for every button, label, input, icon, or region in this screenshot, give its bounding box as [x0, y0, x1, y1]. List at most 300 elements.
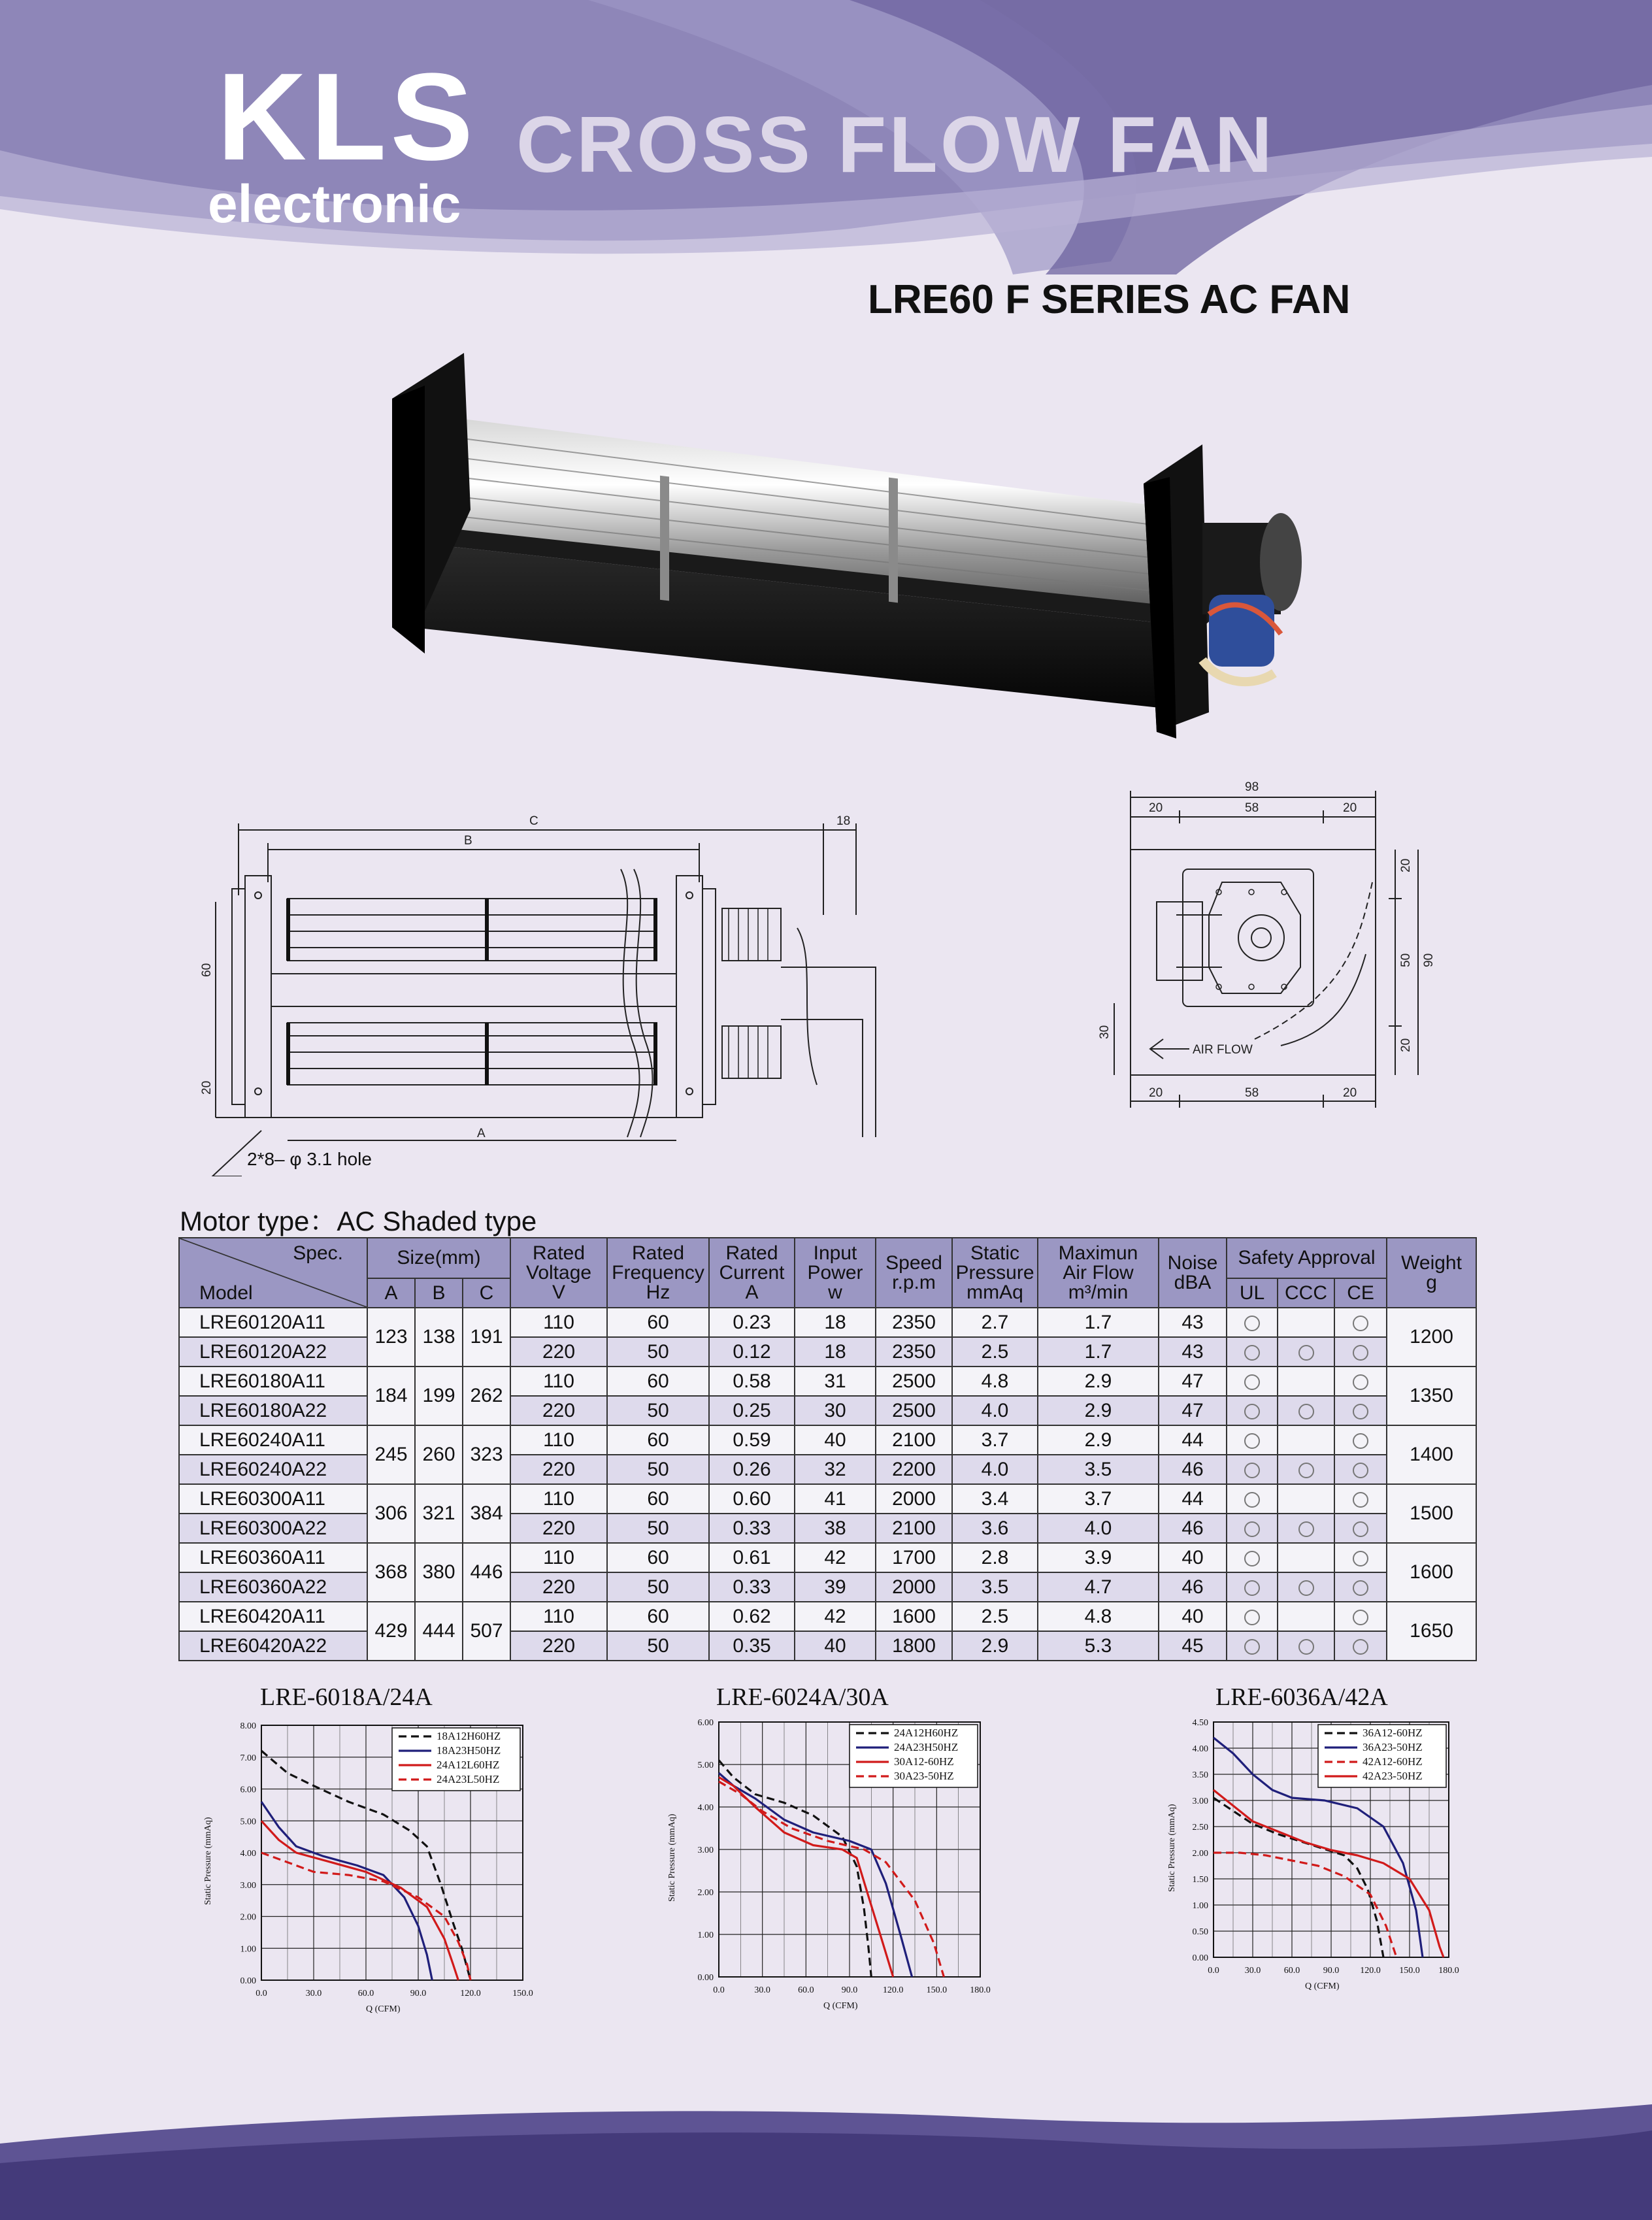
ul-approval-icon	[1244, 1551, 1260, 1566]
ccc-cell	[1278, 1337, 1334, 1367]
ccc-cell	[1278, 1631, 1334, 1661]
y-tick-label: 3.00	[240, 1880, 256, 1891]
airflow-cell: 1.7	[1038, 1337, 1159, 1367]
model-cell: LRE60420A22	[179, 1631, 367, 1661]
voltage-cell: 220	[510, 1514, 607, 1543]
ccc-cell	[1278, 1602, 1334, 1631]
size-a-cell: 429	[367, 1602, 415, 1661]
current-cell: 0.58	[709, 1367, 795, 1396]
speed-cell: 1800	[876, 1631, 952, 1661]
power-cell: 39	[795, 1572, 876, 1602]
pq-curve-chart-6036	[1160, 1709, 1461, 2006]
legend-label: 42A23-50HZ	[1363, 1770, 1423, 1782]
airflow-cell: 4.8	[1038, 1602, 1159, 1631]
speed-cell: 2100	[876, 1514, 952, 1543]
y-tick-label: 1.00	[240, 1944, 256, 1955]
dim-top-20b-label: 20	[1343, 801, 1357, 815]
current-cell: 0.35	[709, 1631, 795, 1661]
frequency-cell: 60	[607, 1543, 709, 1572]
ce-cell	[1334, 1425, 1387, 1455]
y-tick-label: 1.00	[1192, 1901, 1208, 1911]
ce-approval-icon	[1353, 1345, 1368, 1361]
ce-cell	[1334, 1396, 1387, 1425]
legend-label: 42A12-60HZ	[1363, 1755, 1423, 1768]
pressure-cell: 3.7	[952, 1425, 1038, 1455]
safety-approval-header: Safety Approval	[1227, 1238, 1387, 1278]
ul-approval-icon	[1244, 1580, 1260, 1596]
weight-cell: 1400	[1387, 1425, 1476, 1484]
noise-cell: 43	[1159, 1337, 1227, 1367]
frequency-cell: 60	[607, 1484, 709, 1514]
size-b-cell: 380	[415, 1543, 463, 1602]
noise-cell: 40	[1159, 1543, 1227, 1572]
airflow-cell: 2.9	[1038, 1396, 1159, 1425]
size-a-cell: 184	[367, 1367, 415, 1425]
power-cell: 40	[795, 1425, 876, 1455]
voltage-cell: 220	[510, 1631, 607, 1661]
ccc-cell	[1278, 1572, 1334, 1602]
x-tick-label: 180.0	[1438, 1966, 1459, 1976]
x-tick-label: 150.0	[512, 1989, 533, 1998]
legend-label: 30A23-50HZ	[894, 1770, 954, 1782]
power-cell: 42	[795, 1602, 876, 1631]
ccc-cell	[1278, 1367, 1334, 1396]
y-tick-label: 2.00	[697, 1888, 714, 1898]
y-tick-label: 6.00	[697, 1718, 714, 1728]
x-tick-label: 150.0	[1399, 1966, 1420, 1976]
ce-cell	[1334, 1367, 1387, 1396]
ul-cell	[1227, 1543, 1278, 1572]
frequency-cell: 60	[607, 1602, 709, 1631]
banner-title: CROSS FLOW FAN	[516, 100, 1275, 189]
power-cell: 31	[795, 1367, 876, 1396]
ul-approval-icon	[1244, 1433, 1260, 1449]
hole-label: 2*8– φ 3.1 hole	[247, 1149, 372, 1169]
legend-label: 24A23L50HZ	[437, 1773, 500, 1785]
y-tick-label: 8.00	[240, 1721, 256, 1731]
dim-right-50-label: 50	[1399, 953, 1413, 967]
pressure-cell: 2.5	[952, 1337, 1038, 1367]
x-axis-label: Q (CFM)	[366, 2004, 401, 2014]
y-tick-label: 6.00	[240, 1785, 256, 1795]
x-tick-label: 30.0	[305, 1989, 322, 1998]
x-tick-label: 120.0	[460, 1989, 481, 1998]
ul-approval-icon	[1244, 1404, 1260, 1419]
ce-cell	[1334, 1308, 1387, 1337]
size-b-cell: 260	[415, 1425, 463, 1484]
pressure-cell: 2.9	[952, 1631, 1038, 1661]
speed-cell: 2350	[876, 1337, 952, 1367]
brand-subtitle: electronic	[208, 174, 461, 234]
noise-cell: 47	[1159, 1396, 1227, 1425]
voltage-cell: 220	[510, 1572, 607, 1602]
fan-product-image	[353, 346, 1333, 752]
ccc-approval-icon	[1298, 1404, 1314, 1419]
pressure-cell: 2.8	[952, 1543, 1038, 1572]
x-tick-label: 120.0	[1360, 1966, 1381, 1976]
ul-approval-icon	[1244, 1345, 1260, 1361]
x-tick-label: 90.0	[410, 1989, 427, 1998]
legend-label: 18A23H50HZ	[437, 1744, 501, 1757]
speed-cell: 2200	[876, 1455, 952, 1484]
airflow-cell: 3.7	[1038, 1484, 1159, 1514]
ce-approval-icon	[1353, 1639, 1368, 1655]
y-tick-label: 1.00	[697, 1930, 714, 1940]
legend-label: 24A23H50HZ	[894, 1741, 959, 1753]
ul-cell	[1227, 1425, 1278, 1455]
ul-cell	[1227, 1396, 1278, 1425]
ccc-cell	[1278, 1484, 1334, 1514]
ce-header: CE	[1334, 1278, 1387, 1308]
ul-header: UL	[1227, 1278, 1278, 1308]
brand-logo: KLS	[217, 48, 477, 186]
ccc-cell	[1278, 1425, 1334, 1455]
table-row	[179, 1308, 1476, 1337]
x-tick-label: 60.0	[357, 1989, 374, 1998]
y-tick-label: 7.00	[240, 1753, 256, 1763]
voltage-cell: 110	[510, 1602, 607, 1631]
ccc-cell	[1278, 1396, 1334, 1425]
ul-approval-icon	[1244, 1463, 1260, 1478]
ul-cell	[1227, 1455, 1278, 1484]
power-cell: 18	[795, 1337, 876, 1367]
current-cell: 0.61	[709, 1543, 795, 1572]
legend-label: 18A12H60HZ	[437, 1730, 501, 1742]
current-cell: 0.12	[709, 1337, 795, 1367]
ul-approval-icon	[1244, 1639, 1260, 1655]
x-tick-label: 90.0	[841, 1985, 858, 1995]
ccc-approval-icon	[1298, 1580, 1314, 1596]
size-c-cell: 446	[463, 1543, 510, 1602]
voltage-cell: 220	[510, 1396, 607, 1425]
ul-approval-icon	[1244, 1492, 1260, 1508]
speed-cell: 1700	[876, 1543, 952, 1572]
spec-header-label: Spec.	[293, 1242, 343, 1264]
rated-frequency-header: Rated Frequency Hz	[607, 1238, 709, 1308]
table-row	[179, 1425, 1476, 1455]
x-tick-label: 180.0	[970, 1985, 991, 1995]
weight-header: Weight g	[1387, 1238, 1476, 1308]
weight-cell: 1350	[1387, 1367, 1476, 1425]
weight-cell: 1600	[1387, 1543, 1476, 1602]
frequency-cell: 60	[607, 1425, 709, 1455]
ce-approval-icon	[1353, 1433, 1368, 1449]
ccc-approval-icon	[1298, 1521, 1314, 1537]
ce-cell	[1334, 1455, 1387, 1484]
dim-top-58-label: 58	[1245, 801, 1259, 815]
pq-curve-chart-6024	[660, 1709, 1013, 2023]
current-cell: 0.33	[709, 1514, 795, 1543]
pressure-cell: 3.6	[952, 1514, 1038, 1543]
y-axis-label: Static Pressure (mmAq)	[203, 1817, 213, 1905]
spec-table	[178, 1237, 1477, 1661]
x-tick-label: 30.0	[1244, 1966, 1261, 1976]
x-tick-label: 0.0	[1208, 1966, 1219, 1976]
x-tick-label: 90.0	[1323, 1966, 1340, 1976]
noise-cell: 40	[1159, 1602, 1227, 1631]
size-a-cell: 245	[367, 1425, 415, 1484]
y-tick-label: 1.50	[1192, 1875, 1208, 1885]
ce-cell	[1334, 1631, 1387, 1661]
size-b-cell: 444	[415, 1602, 463, 1661]
power-cell: 40	[795, 1631, 876, 1661]
ul-cell	[1227, 1602, 1278, 1631]
ul-approval-icon	[1244, 1316, 1260, 1331]
y-tick-label: 3.00	[1192, 1797, 1208, 1806]
pressure-cell: 2.7	[952, 1308, 1038, 1337]
y-tick-label: 2.50	[1192, 1823, 1208, 1832]
ul-cell	[1227, 1631, 1278, 1661]
frequency-cell: 50	[607, 1455, 709, 1484]
table-row	[179, 1602, 1476, 1631]
input-power-header: Input Power w	[795, 1238, 876, 1308]
y-tick-label: 5.00	[240, 1817, 256, 1827]
model-cell: LRE60240A22	[179, 1455, 367, 1484]
front-dimension-drawing	[190, 810, 941, 1176]
ccc-cell	[1278, 1543, 1334, 1572]
x-axis-label: Q (CFM)	[1305, 1981, 1340, 1991]
frequency-cell: 50	[607, 1337, 709, 1367]
y-axis-label: Static Pressure (mmAq)	[1167, 1804, 1177, 1892]
ccc-approval-icon	[1298, 1463, 1314, 1478]
dim-18-label: 18	[836, 814, 851, 828]
current-cell: 0.33	[709, 1572, 795, 1602]
current-cell: 0.59	[709, 1425, 795, 1455]
noise-cell: 45	[1159, 1631, 1227, 1661]
ul-cell	[1227, 1367, 1278, 1396]
voltage-cell: 220	[510, 1337, 607, 1367]
ce-approval-icon	[1353, 1374, 1368, 1390]
y-tick-label: 2.00	[240, 1912, 256, 1923]
y-tick-label: 3.00	[697, 1846, 714, 1855]
x-tick-label: 30.0	[754, 1985, 770, 1995]
noise-cell: 43	[1159, 1308, 1227, 1337]
ul-approval-icon	[1244, 1521, 1260, 1537]
y-tick-label: 0.00	[697, 1973, 714, 1983]
legend-label: 24A12H60HZ	[894, 1727, 959, 1739]
weight-cell: 1650	[1387, 1602, 1476, 1661]
chart-title-6018: LRE-6018A/24A	[260, 1683, 433, 1711]
airflow-cell: 3.9	[1038, 1543, 1159, 1572]
current-cell: 0.25	[709, 1396, 795, 1425]
x-tick-label: 150.0	[926, 1985, 948, 1995]
dim-98-label: 98	[1245, 780, 1259, 794]
x-tick-label: 60.0	[1283, 1966, 1300, 1976]
dim-b-label: B	[464, 834, 472, 848]
size-b-header: B	[415, 1278, 463, 1308]
size-a-cell: 368	[367, 1543, 415, 1602]
pressure-cell: 4.0	[952, 1396, 1038, 1425]
rated-voltage-header: Rated Voltage V	[510, 1238, 607, 1308]
model-cell: LRE60300A11	[179, 1484, 367, 1514]
size-a-header: A	[367, 1278, 415, 1308]
current-cell: 0.60	[709, 1484, 795, 1514]
ce-cell	[1334, 1572, 1387, 1602]
ul-cell	[1227, 1484, 1278, 1514]
max-air-flow-header: Maximun Air Flow m³/min	[1038, 1238, 1159, 1308]
speed-cell: 2100	[876, 1425, 952, 1455]
noise-cell: 44	[1159, 1425, 1227, 1455]
ccc-approval-icon	[1298, 1639, 1314, 1655]
footer-background	[0, 2104, 1652, 2220]
frequency-cell: 50	[607, 1514, 709, 1543]
chart-title-6036: LRE-6036A/42A	[1215, 1683, 1388, 1711]
x-tick-label: 60.0	[798, 1985, 814, 1995]
frequency-cell: 50	[607, 1572, 709, 1602]
model-cell: LRE60180A22	[179, 1396, 367, 1425]
power-cell: 30	[795, 1396, 876, 1425]
model-cell: LRE60300A22	[179, 1514, 367, 1543]
model-cell: LRE60120A22	[179, 1337, 367, 1367]
dim-60-label: 60	[200, 963, 214, 977]
dim-bottom-20b-label: 20	[1343, 1086, 1357, 1100]
table-row	[179, 1543, 1476, 1572]
y-tick-label: 4.50	[1192, 1718, 1208, 1728]
dim-a-label: A	[477, 1127, 486, 1140]
dim-right-90-label: 90	[1422, 953, 1436, 967]
ul-approval-icon	[1244, 1374, 1260, 1390]
series-line-24a12l60hz	[261, 1821, 458, 1980]
size-c-cell: 323	[463, 1425, 510, 1484]
y-tick-label: 3.50	[1192, 1770, 1208, 1780]
pq-curve-chart-6018	[196, 1712, 549, 2026]
x-tick-label: 0.0	[713, 1985, 725, 1995]
x-axis-label: Q (CFM)	[823, 2001, 858, 2011]
frequency-cell: 60	[607, 1367, 709, 1396]
airflow-cell: 5.3	[1038, 1631, 1159, 1661]
ul-cell	[1227, 1572, 1278, 1602]
ce-approval-icon	[1353, 1316, 1368, 1331]
series-title: LRE60 F SERIES AC FAN	[868, 277, 1351, 322]
ce-approval-icon	[1353, 1580, 1368, 1596]
ce-cell	[1334, 1543, 1387, 1572]
voltage-cell: 110	[510, 1367, 607, 1396]
frequency-cell: 60	[607, 1308, 709, 1337]
frequency-cell: 50	[607, 1631, 709, 1661]
y-tick-label: 4.00	[1192, 1744, 1208, 1754]
table-row	[179, 1367, 1476, 1396]
pressure-cell: 2.5	[952, 1602, 1038, 1631]
ce-cell	[1334, 1514, 1387, 1543]
y-tick-label: 5.00	[697, 1761, 714, 1770]
ul-approval-icon	[1244, 1610, 1260, 1625]
y-tick-label: 4.00	[697, 1803, 714, 1813]
model-cell: LRE60360A11	[179, 1543, 367, 1572]
model-spec-header	[179, 1238, 367, 1308]
dim-right-20b-label: 20	[1399, 1038, 1413, 1052]
speed-cell: 2000	[876, 1572, 952, 1602]
noise-cell: 46	[1159, 1514, 1227, 1543]
power-cell: 18	[795, 1308, 876, 1337]
ce-cell	[1334, 1602, 1387, 1631]
legend-label: 36A23-50HZ	[1363, 1741, 1423, 1753]
size-b-cell: 321	[415, 1484, 463, 1543]
frequency-cell: 50	[607, 1396, 709, 1425]
dim-c-label: C	[529, 814, 538, 828]
model-cell: LRE60240A11	[179, 1425, 367, 1455]
static-pressure-header: Static Pressure mmAq	[952, 1238, 1038, 1308]
size-a-cell: 306	[367, 1484, 415, 1543]
ce-cell	[1334, 1484, 1387, 1514]
model-cell: LRE60420A11	[179, 1602, 367, 1631]
dim-right-20a-label: 20	[1399, 858, 1413, 872]
size-header: Size(mm)	[367, 1238, 510, 1278]
size-b-cell: 199	[415, 1367, 463, 1425]
legend-label: 36A12-60HZ	[1363, 1727, 1423, 1739]
voltage-cell: 110	[510, 1425, 607, 1455]
ccc-approval-icon	[1298, 1345, 1314, 1361]
legend-label: 30A12-60HZ	[894, 1755, 954, 1768]
ce-approval-icon	[1353, 1463, 1368, 1478]
table-row	[179, 1484, 1476, 1514]
ul-cell	[1227, 1514, 1278, 1543]
ce-approval-icon	[1353, 1404, 1368, 1419]
ce-approval-icon	[1353, 1551, 1368, 1566]
y-tick-label: 0.00	[240, 1976, 256, 1986]
ce-approval-icon	[1353, 1521, 1368, 1537]
model-cell: LRE60120A11	[179, 1308, 367, 1337]
ce-approval-icon	[1353, 1492, 1368, 1508]
dim-bottom-20a-label: 20	[1149, 1086, 1163, 1100]
x-tick-label: 120.0	[882, 1985, 904, 1995]
size-c-cell: 191	[463, 1308, 510, 1367]
ce-cell	[1334, 1337, 1387, 1367]
speed-cell: 2500	[876, 1367, 952, 1396]
ul-cell	[1227, 1308, 1278, 1337]
noise-cell: 44	[1159, 1484, 1227, 1514]
pressure-cell: 3.5	[952, 1572, 1038, 1602]
y-tick-label: 4.00	[240, 1849, 256, 1859]
voltage-cell: 110	[510, 1543, 607, 1572]
size-a-cell: 123	[367, 1308, 415, 1367]
speed-cell: 1600	[876, 1602, 952, 1631]
dim-bottom-58-label: 58	[1245, 1086, 1259, 1100]
legend-label: 24A12L60HZ	[437, 1759, 500, 1771]
y-tick-label: 2.00	[1192, 1849, 1208, 1859]
power-cell: 42	[795, 1543, 876, 1572]
airflow-cell: 1.7	[1038, 1308, 1159, 1337]
ccc-cell	[1278, 1514, 1334, 1543]
air-flow-label: AIR FLOW	[1193, 1043, 1253, 1057]
size-c-cell: 262	[463, 1367, 510, 1425]
voltage-cell: 110	[510, 1484, 607, 1514]
current-cell: 0.62	[709, 1602, 795, 1631]
x-tick-label: 0.0	[256, 1989, 267, 1998]
ul-cell	[1227, 1337, 1278, 1367]
power-cell: 41	[795, 1484, 876, 1514]
y-axis-label: Static Pressure (mmAq)	[667, 1814, 677, 1902]
series-line-36a12-60hz	[1214, 1798, 1383, 1957]
speed-cell: 2500	[876, 1396, 952, 1425]
speed-cell: 2350	[876, 1308, 952, 1337]
voltage-cell: 220	[510, 1455, 607, 1484]
side-dimension-drawing	[1085, 778, 1451, 1131]
rated-current-header: Rated Current A	[709, 1238, 795, 1308]
airflow-cell: 4.7	[1038, 1572, 1159, 1602]
ce-approval-icon	[1353, 1610, 1368, 1625]
chart-title-6024: LRE-6024A/30A	[716, 1683, 889, 1711]
ccc-header: CCC	[1278, 1278, 1334, 1308]
noise-cell: 46	[1159, 1572, 1227, 1602]
ccc-cell	[1278, 1455, 1334, 1484]
airflow-cell: 4.0	[1038, 1514, 1159, 1543]
size-c-header: C	[463, 1278, 510, 1308]
speed-header: Speed r.p.m	[876, 1238, 952, 1308]
noise-header: Noise dBA	[1159, 1238, 1227, 1308]
ccc-cell	[1278, 1308, 1334, 1337]
dim-left-30-label: 30	[1098, 1025, 1112, 1039]
airflow-cell: 2.9	[1038, 1425, 1159, 1455]
